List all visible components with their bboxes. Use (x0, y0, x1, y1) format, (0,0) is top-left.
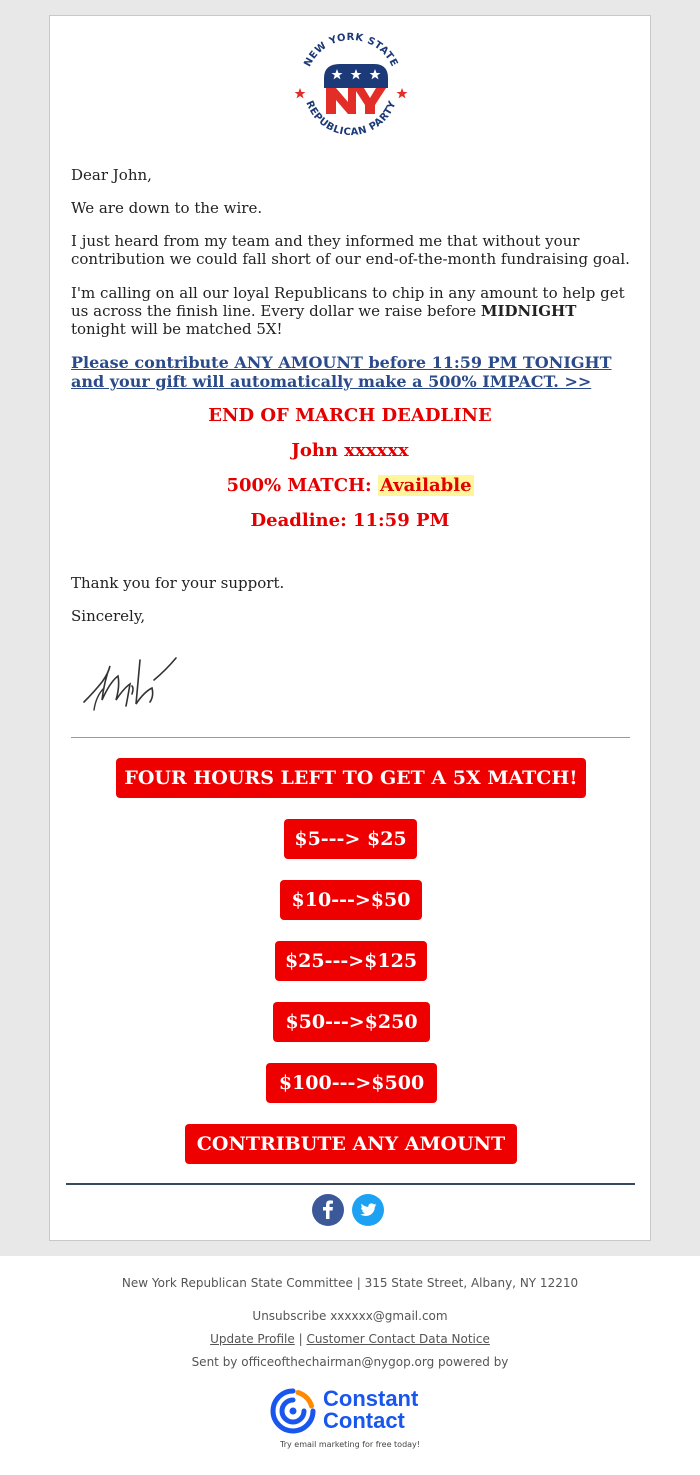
donate-100-button[interactable]: $100--->$500 (266, 1063, 437, 1103)
paragraph-1: We are down to the wire. (71, 199, 263, 217)
signoff-line: Sincerely, (71, 607, 146, 625)
donate-25-button[interactable]: $25--->$125 (275, 941, 427, 981)
logo-arc-bottom: REPUBLICAN PARTY (303, 99, 399, 139)
svg-text:NEW YORK STATE (302, 32, 399, 69)
twitter-icon[interactable] (352, 1194, 384, 1226)
recipient-name: John xxxxxx (291, 440, 409, 461)
email-card (49, 15, 651, 1241)
constant-contact-tagline[interactable]: Try email marketing for free today! (280, 1440, 420, 1449)
footer-separator: | (298, 1332, 303, 1346)
footer-address: New York Republican State Committee | 315 State Street, Albany, NY 12210 (121, 1276, 579, 1290)
unsubscribe-text[interactable]: Unsubscribe xxxxxx@gmail.com (252, 1309, 448, 1323)
sent-by-line: Sent by officeofthechairman@nygop.org powered by (191, 1355, 509, 1369)
constant-contact-wordmark: Constant Contact (323, 1386, 419, 1433)
update-profile-link[interactable]: Update Profile (210, 1332, 295, 1346)
footer-links (0, 1332, 700, 1346)
logo-arc-top: NEW YORK STATE (302, 31, 400, 69)
contribute-any-amount-button[interactable]: CONTRIBUTE ANY AMOUNT (185, 1124, 517, 1164)
facebook-icon[interactable] (312, 1194, 344, 1226)
constant-contact-icon (270, 1388, 316, 1434)
footer-divider (66, 1183, 635, 1185)
match-available-badge: Available (379, 475, 472, 496)
donate-10-button[interactable]: $10--->$50 (280, 880, 422, 920)
divider (71, 737, 630, 738)
match-banner-button[interactable]: FOUR HOURS LEFT TO GET A 5X MATCH! (116, 758, 586, 798)
data-notice-link[interactable]: Customer Contact Data Notice (306, 1332, 490, 1346)
match-status (50, 475, 650, 496)
match-label: 500% MATCH: (226, 475, 378, 496)
nygop-logo (292, 26, 410, 144)
signature-image (80, 652, 190, 720)
deadline-heading: END OF MARCH DEADLINE (208, 405, 492, 426)
donate-50-button[interactable]: $50--->$250 (273, 1002, 430, 1042)
constant-contact-logo[interactable] (270, 1386, 419, 1438)
thanks-line: Thank you for your support. (71, 574, 285, 592)
paragraph-3-before: I'm calling on all our loyal Republicans to chip in any amount to help get us across the finish line. Every dollar we raise before (71, 284, 625, 320)
unsubscribe-link[interactable] (0, 1309, 700, 1323)
paragraph-3-after: tonight will be matched 5X! (71, 320, 283, 338)
greeting: Dear John, (71, 166, 152, 184)
contribute-link[interactable]: Please contribute ANY AMOUNT before 11:59 PM TONIGHT and your gift will automatically make a 500% IMPACT. >> (71, 353, 612, 391)
donate-5-button[interactable]: $5---> $25 (284, 819, 417, 859)
paragraph-2: I just heard from my team and they informed me that without your contribution we could fall short of our end-of-the-month fundraising goal. (71, 232, 630, 268)
midnight-emphasis: MIDNIGHT (480, 302, 577, 320)
paragraph-3 (71, 284, 631, 338)
deadline-time: Deadline: 11:59 PM (250, 510, 450, 531)
